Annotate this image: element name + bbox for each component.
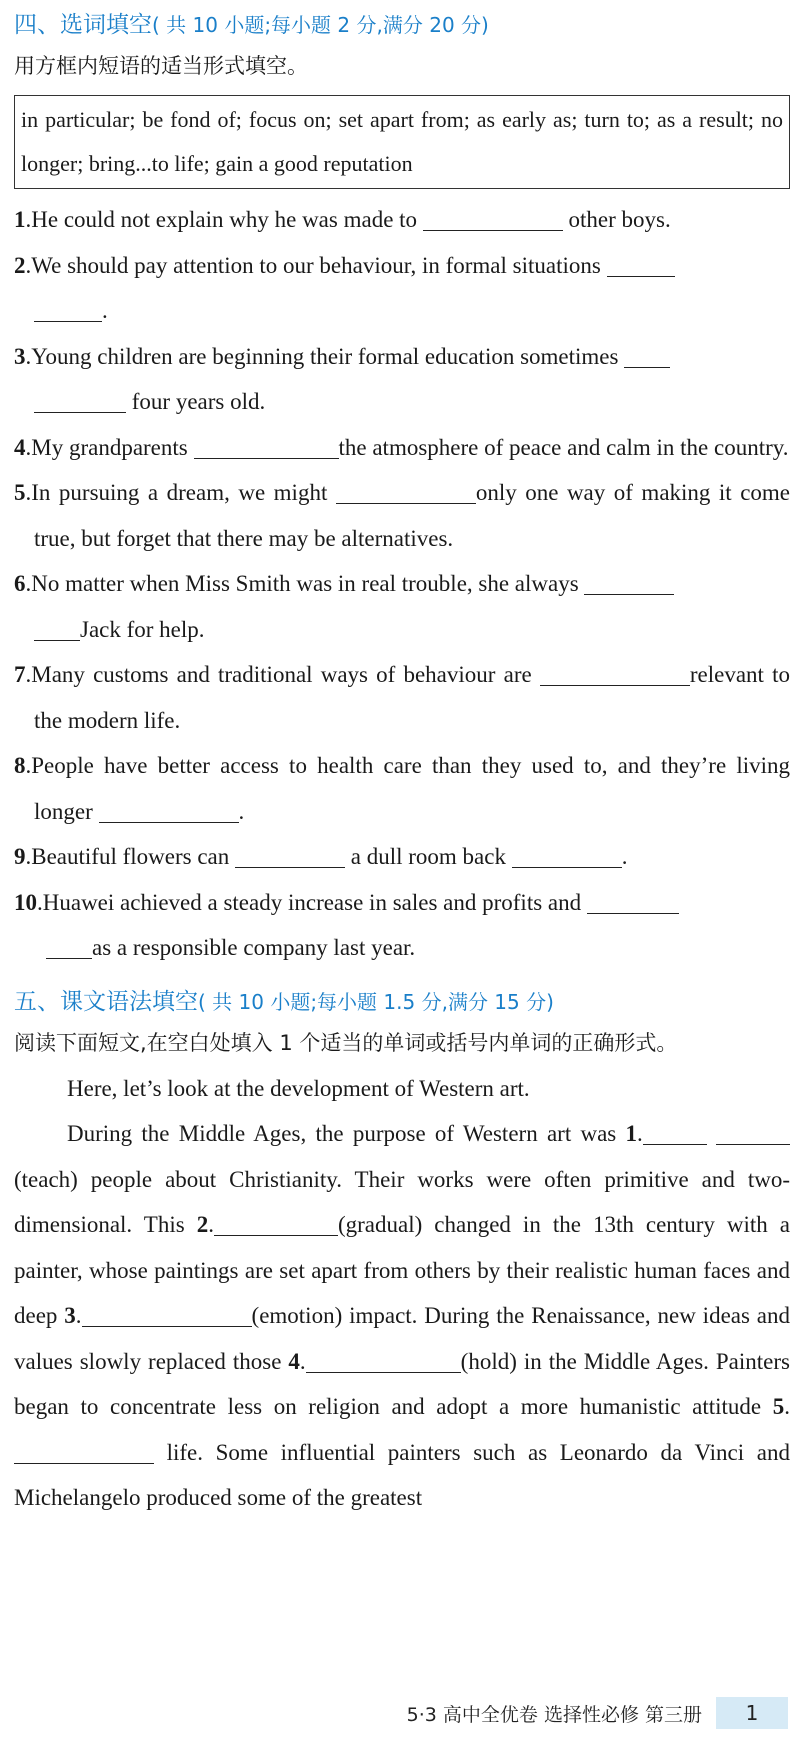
answer-blank[interactable] — [46, 935, 92, 959]
section4-title: 四、选词填空 — [14, 12, 152, 38]
question-3: 3.Young children are beginning their formal education sometimes four years old. — [14, 334, 790, 425]
question-4: 4.My grandparents the atmosphere of peace and calm in the country. — [14, 434, 789, 460]
answer-blank[interactable] — [587, 890, 679, 914]
section4-heading — [14, 6, 790, 44]
answer-blank[interactable] — [194, 435, 339, 459]
answer-blank[interactable] — [14, 1440, 154, 1464]
answer-blank[interactable] — [336, 480, 476, 504]
answer-blank[interactable] — [584, 571, 674, 595]
question-7: 7.Many customs and traditional ways of behaviour are relevant to the modern life. — [14, 662, 790, 733]
question-6: 6.No matter when Miss Smith was in real trouble, she always Jack for help. — [14, 561, 790, 652]
answer-blank[interactable] — [607, 253, 675, 277]
answer-blank[interactable] — [99, 799, 239, 823]
answer-blank[interactable] — [34, 298, 102, 322]
section4-subtitle: ( 共 10 小题;每小题 2 分,满分 20 分) — [152, 13, 489, 37]
answer-blank[interactable] — [512, 844, 622, 868]
question-5: 5.In pursuing a dream, we might only one way of making it come true, but forget that there may be alternatives. — [14, 480, 791, 551]
answer-blank[interactable] — [82, 1303, 252, 1327]
passage-para-1: Here, let’s look at the development of Western art. — [67, 1075, 530, 1101]
answer-blank[interactable] — [235, 844, 345, 868]
question-9: 9.Beautiful flowers can a dull room back . — [14, 844, 628, 869]
section5-instruction: 阅读下面短文,在空白处填入 1 个适当的单词或括号内单词的正确形式。 — [14, 1030, 678, 1055]
answer-blank[interactable] — [34, 389, 126, 413]
question-8: 8.People have better access to health care than they used to, and they’re living longer . — [14, 753, 790, 824]
answer-blank[interactable] — [624, 344, 670, 368]
answer-blank[interactable] — [716, 1121, 790, 1145]
section5-subtitle: ( 共 10 小题;每小题 1.5 分,满分 15 分) — [198, 989, 554, 1014]
section5-title: 五、课文语法填空 — [14, 988, 198, 1015]
question-1: 1.He could not explain why he was made to other boys. — [14, 207, 671, 232]
page-footer — [407, 1695, 788, 1731]
answer-blank[interactable] — [306, 1349, 461, 1373]
answer-blank[interactable] — [34, 617, 80, 641]
question-2: 2.We should pay attention to our behaviour, in formal situations . — [14, 243, 790, 334]
answer-blank[interactable] — [423, 207, 563, 231]
section4-instruction: 用方框内短语的适当形式填空。 — [14, 54, 308, 78]
passage — [14, 1066, 790, 1521]
section5-heading — [14, 983, 790, 1021]
page-number: 1 — [716, 1697, 788, 1729]
phrase-box: in particular; be fond of; focus on; set apart from; as early as; turn to; as a result; no longer; bring...to life; gain a good reputation — [14, 95, 790, 189]
answer-blank[interactable] — [540, 662, 690, 686]
book-title: 5·3 高中全优卷 选择性必修 第三册 — [406, 1703, 702, 1726]
question-10: 10.Huawei achieved a steady increase in sales and profits and as a responsible company last year. — [14, 880, 790, 971]
passage-para-2: During the Middle Ages, the purpose of Western art was 1. (teach) people about Christianity. Their works were often primitive and two-dimensional. This 2. (gradual) changed in the 13th century with a painter, whose paintings are set apart from others by their realistic human faces and deep 3. (emotion) impact. During the Renaissance, new ideas and values slowly replaced those 4. (hold) in the Middle Ages. Painters began to concentrate less on religion and adopt a more humanistic attitude 5. life. Some influential painters such as Leonardo da Vinci and Michelangelo produced some of the greatest — [14, 1121, 791, 1510]
worksheet-page — [14, 0, 790, 1521]
answer-blank[interactable] — [643, 1121, 707, 1145]
answer-blank[interactable] — [214, 1212, 338, 1236]
